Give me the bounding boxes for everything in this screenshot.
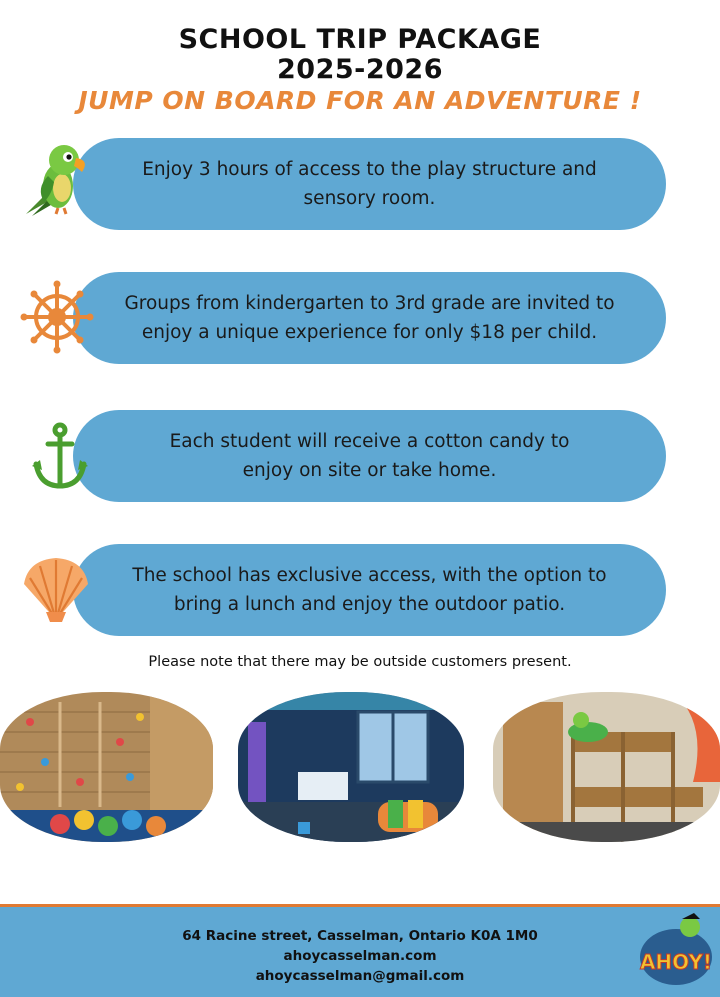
seashell-icon bbox=[16, 554, 96, 626]
feature-text-line: sensory room. bbox=[303, 188, 436, 209]
logo-text: AHOY! bbox=[639, 950, 713, 974]
anchor-icon bbox=[30, 422, 90, 492]
feature-text-line: enjoy on site or take home. bbox=[242, 460, 497, 481]
sensory-room-photo bbox=[238, 692, 464, 842]
feature-pill-exclusive-access bbox=[73, 544, 666, 636]
disclaimer-note: Please note that there may be outside customers present. bbox=[148, 654, 572, 670]
feature-text-line: The school has exclusive access, with the option to bbox=[132, 565, 607, 586]
feature-text-line: Each student will receive a cotton candy to bbox=[169, 431, 570, 452]
feature-pill-group-price bbox=[73, 272, 666, 364]
feature-pill-cotton-candy bbox=[73, 410, 666, 502]
climbing-wall-photo bbox=[0, 692, 213, 842]
ahoy-logo bbox=[636, 913, 716, 993]
feature-text-line: Groups from kindergarten to 3rd grade are invited to bbox=[124, 293, 615, 314]
tagline: JUMP ON BOARD FOR AN ADVENTURE ! bbox=[78, 86, 642, 115]
parrot-icon bbox=[18, 140, 92, 218]
feature-pill-play-access bbox=[73, 138, 666, 230]
page-title-line-2: 2025-2026 bbox=[277, 54, 443, 85]
website-link[interactable]: ahoycasselman.com bbox=[283, 948, 437, 964]
play-structure-photo bbox=[493, 692, 720, 842]
feature-text-line: bring a lunch and enjoy the outdoor patio. bbox=[173, 594, 566, 615]
address-text: 64 Racine street, Casselman, Ontario K0A 1M0 bbox=[182, 928, 538, 944]
footer-bar bbox=[0, 904, 720, 997]
ship-wheel-icon bbox=[20, 280, 94, 354]
page-title-line-1: SCHOOL TRIP PACKAGE bbox=[178, 24, 542, 55]
feature-text-line: enjoy a unique experience for only $18 per child. bbox=[141, 322, 598, 343]
email-link[interactable]: ahoycasselman@gmail.com bbox=[255, 968, 465, 984]
feature-text-line: Enjoy 3 hours of access to the play structure and bbox=[142, 159, 597, 180]
